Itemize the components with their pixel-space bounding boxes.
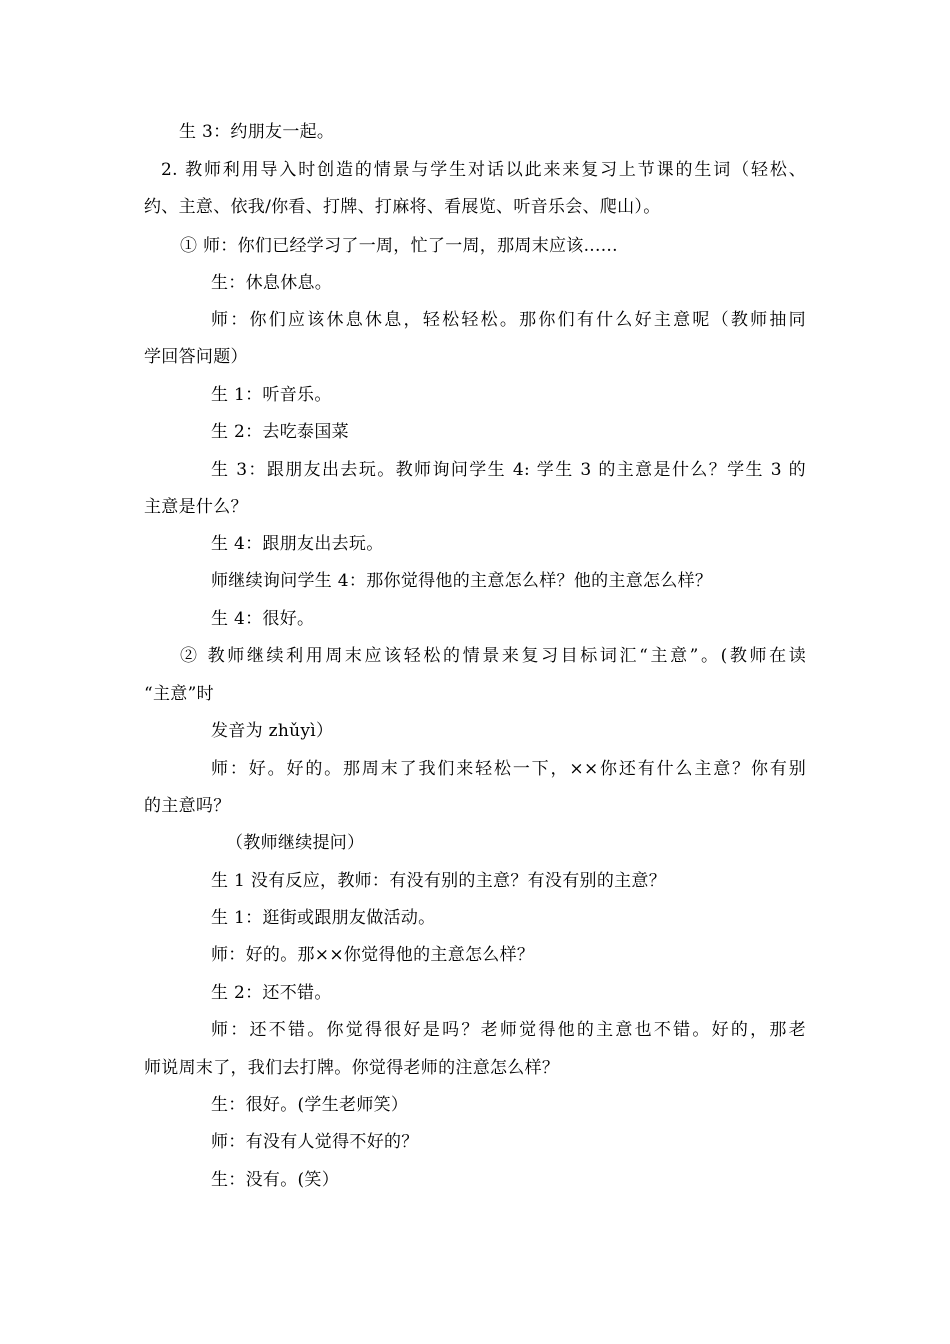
text-line: 生 2：去吃泰国菜 [211, 422, 349, 442]
text-line: 师继续询问学生 4：那你觉得他的主意怎么样？他的主意怎么样？ [211, 571, 713, 591]
text-line: 生：很好。(学生老师笑） [211, 1095, 409, 1115]
text-line: 2. 教师利用导入时创造的情景与学生对话以此来来复习上节课的生词（轻松、 [161, 160, 806, 180]
text-line: 师：好的。那××你觉得他的主意怎么样？ [211, 945, 535, 965]
text-line: 师：还不错。你觉得很好是吗？老师觉得他的主意也不错。好的，那老 [211, 1020, 806, 1040]
text-line: 生 3：约朋友一起。 [179, 122, 335, 142]
text-line: 师：好。好的。那周末了我们来轻松一下，××你还有什么主意？你有别 [211, 759, 806, 779]
text-line: 生 2：还不错。 [211, 983, 332, 1003]
text-line: 生 3：跟朋友出去玩。教师询问学生 4: 学生 3 的主意是什么？学生 3 的 [211, 460, 806, 480]
text-line: 生 4：很好。 [211, 609, 315, 629]
text-line: 学回答问题） [144, 347, 248, 367]
text-line: 生：没有。(笑） [211, 1170, 340, 1190]
text-line: ① 师：你们已经学习了一周，忙了一周，那周末应该...... [180, 236, 618, 256]
text-line: ② 教师继续利用周末应该轻松的情景来复习目标词汇“主意”。(教师在读 [180, 646, 806, 666]
text-line: “主意”时 [144, 684, 214, 704]
text-line: （教师继续提问） [226, 833, 365, 853]
text-line: 的主意吗？ [144, 796, 231, 816]
text-line: 发音为 zhǔyì） [211, 721, 334, 741]
text-line: 师说周末了，我们去打牌。你觉得老师的注意怎么样？ [144, 1058, 560, 1078]
text-line: 师：你们应该休息休息，轻松轻松。那你们有什么好主意呢（教师抽同 [211, 310, 806, 330]
text-line: 生：休息休息。 [211, 273, 333, 293]
text-line: 生 1 没有反应，教师：有没有别的主意？有没有别的主意？ [211, 871, 667, 891]
text-line: 师：有没有人觉得不好的？ [211, 1132, 419, 1152]
text-line: 约、主意、依我/你看、打牌、打麻将、看展览、听音乐会、爬山）。 [144, 197, 661, 217]
text-line: 主意是什么？ [144, 497, 248, 517]
text-line: 生 1：逛街或跟朋友做活动。 [211, 908, 436, 928]
text-line: 生 4：跟朋友出去玩。 [211, 534, 384, 554]
text-line: 生 1：听音乐。 [211, 385, 332, 405]
